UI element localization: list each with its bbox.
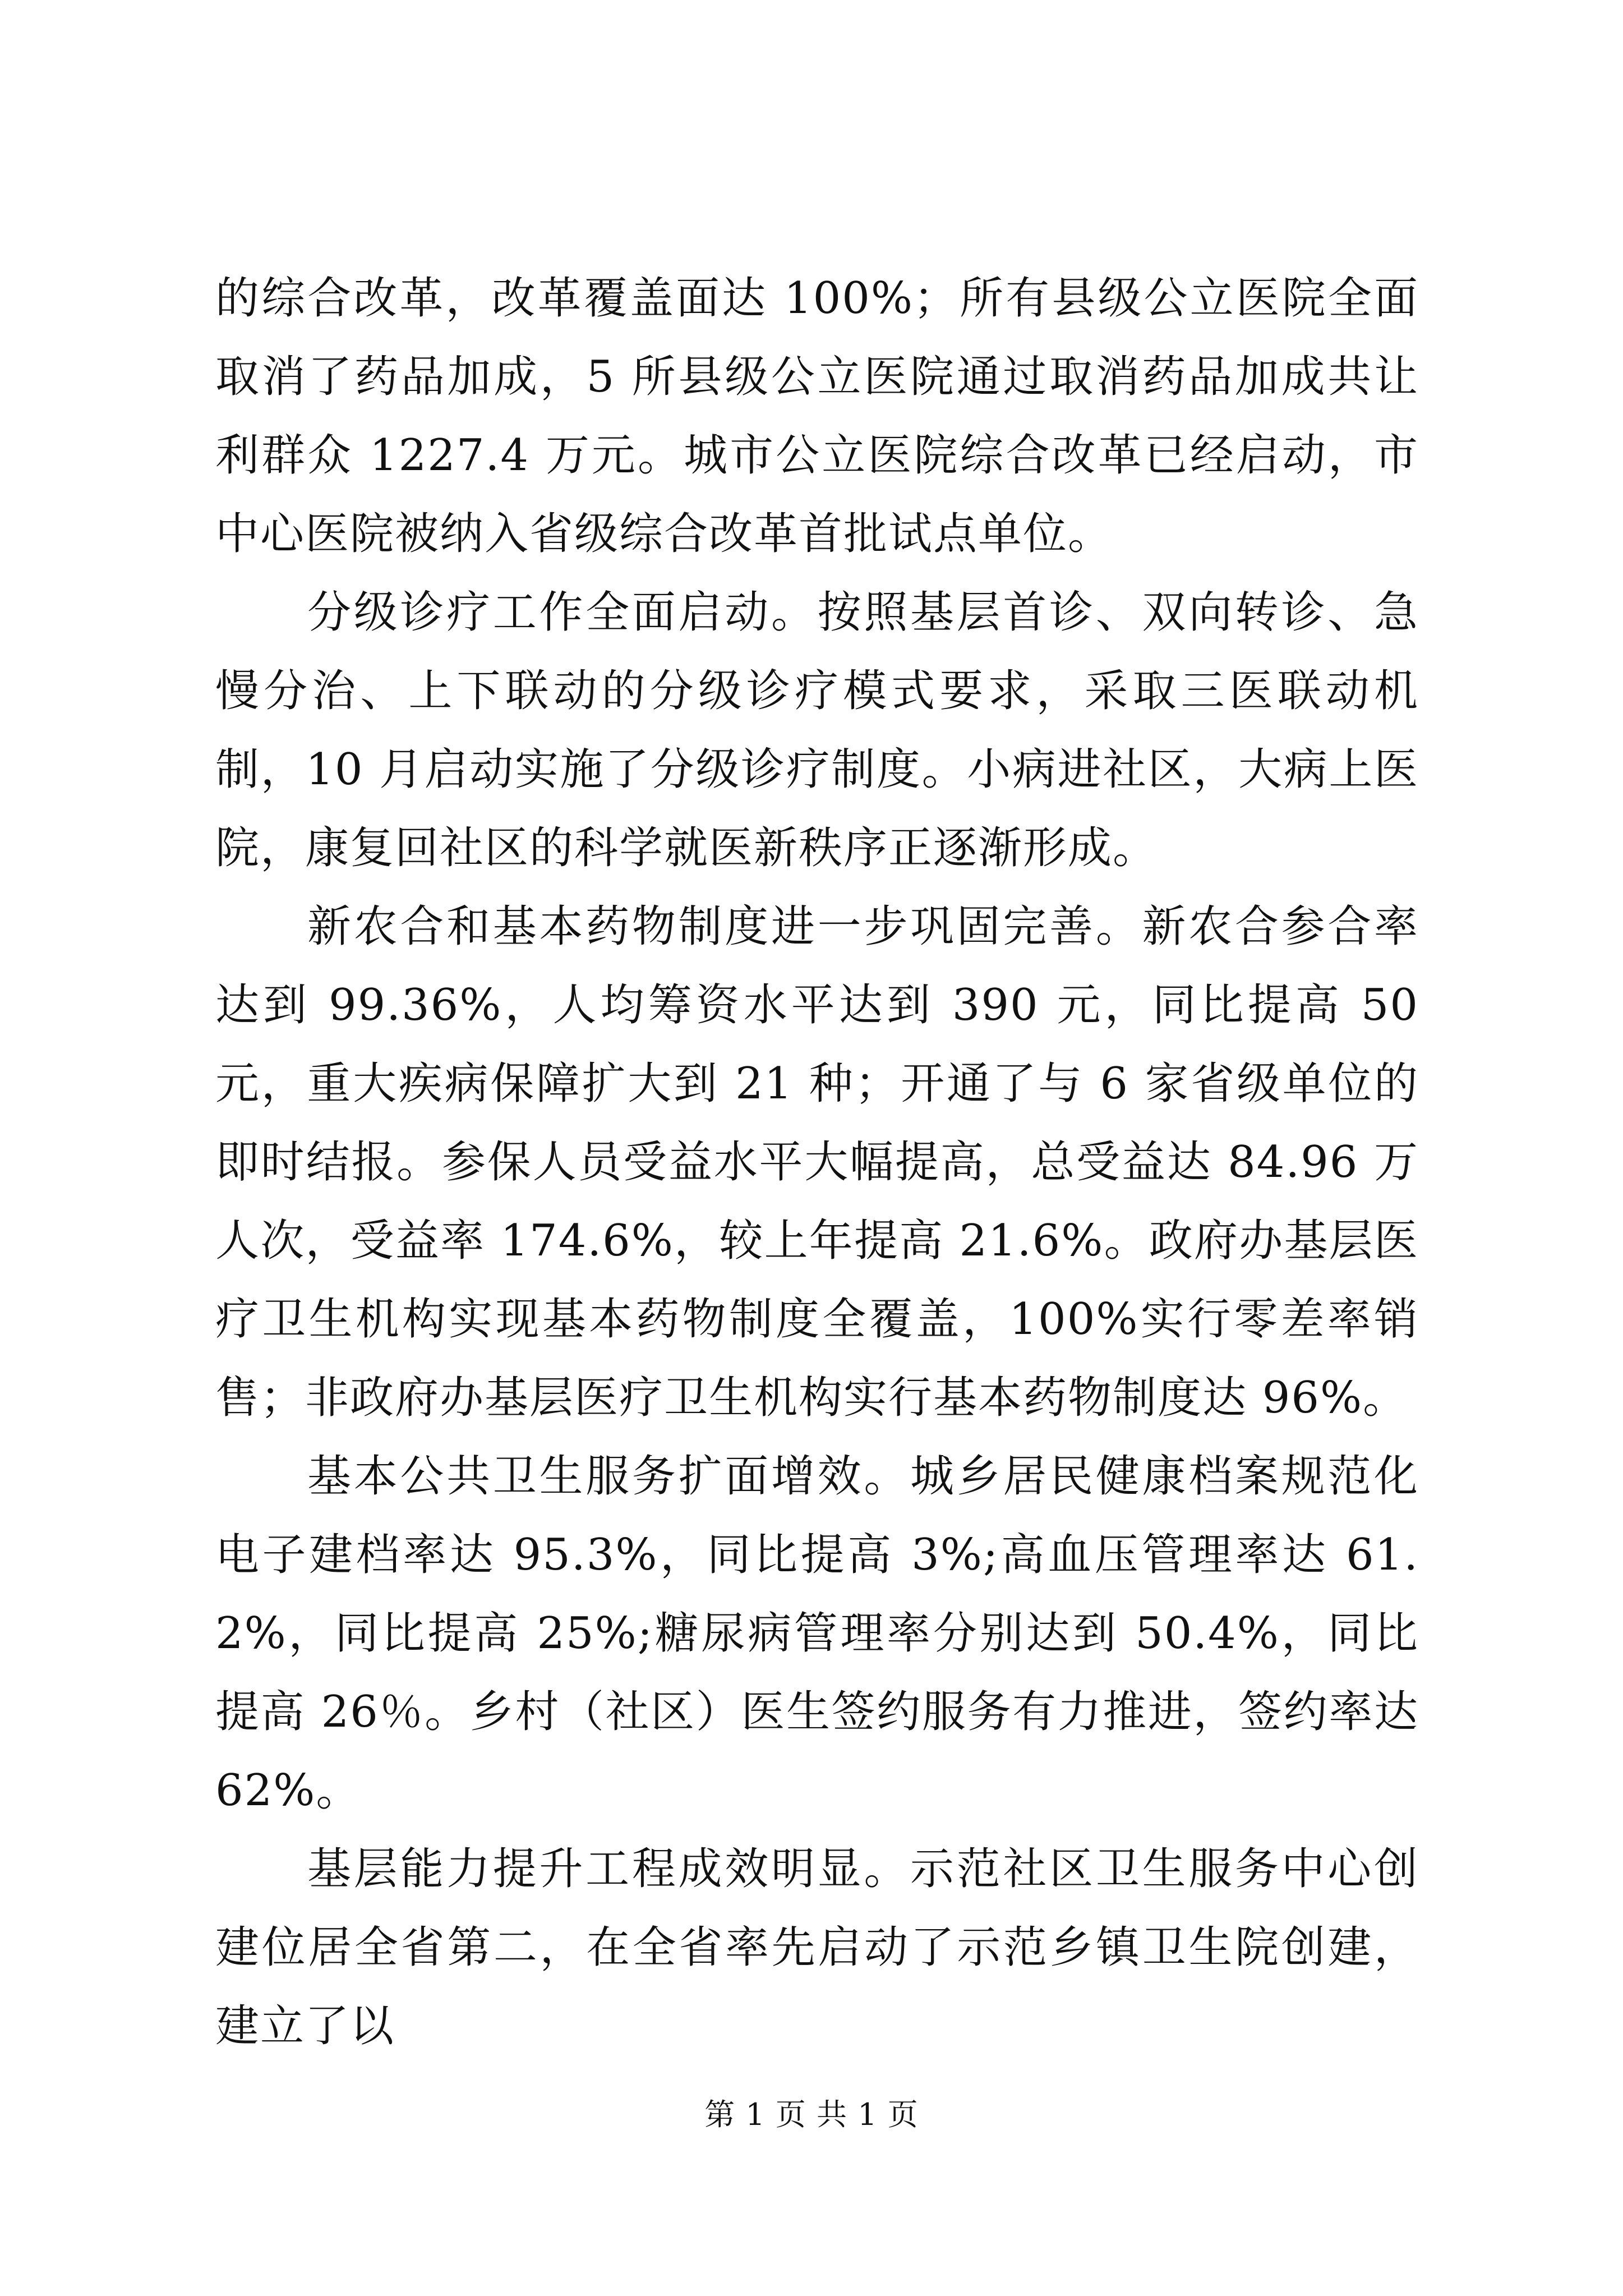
paragraph-grassroots-capacity: 基层能力提升工程成效明显。示范社区卫生服务中心创建位居全省第二，在全省率先启动了示范乡镇卫生院创建，建立了以 <box>215 1844 1419 2051</box>
paragraph-public-health: 基本公共卫生服务扩面增效。城乡居民健康档案规范化电子建档率达 95.3%，同比提高 3%;高血压管理率达 61.2%，同比提高 25%;糖尿病管理率分别达到 50.4%，同比提高 26％。乡村（社区）医生签约服务有力推进，签约率达 62%。 <box>215 1451 1419 1816</box>
paragraph-ncms-essential-drugs: 新农合和基本药物制度进一步巩固完善。新农合参合率达到 99.36%，人均筹资水平达到 390 元，同比提高 50 元，重大疾病保障扩大到 21 种；开通了与 6 家省级单位的即时结报。参保人员受益水平大幅提高，总受益达 84.96 万人次，受益率 174.6%，较上年提高 21.6%。政府办基层医疗卫生机构实现基本药物制度全覆盖，100%实行零差率销售；非政府办基层医疗卫生机构实行基本药物制度达 96%。 <box>215 901 1419 1423</box>
paragraph-tiered-diagnosis: 分级诊疗工作全面启动。按照基层首诊、双向转诊、急慢分治、上下联动的分级诊疗模式要求，采取三医联动机制，10 月启动实施了分级诊疗制度。小病进社区，大病上医院，康复回社区的科学就医新秩序正逐渐形成。 <box>215 587 1419 873</box>
document-body <box>215 259 1419 2065</box>
page-footer: 第 1 页 共 1 页 <box>704 2097 919 2132</box>
paragraph-reform: 的综合改革，改革覆盖面达 100%；所有县级公立医院全面取消了药品加成，5 所县级公立医院通过取消药品加成共让利群众 1227.4 万元。城市公立医院综合改革已经启动，市中心医院被纳入省级综合改革首批试点单位。 <box>215 273 1419 559</box>
